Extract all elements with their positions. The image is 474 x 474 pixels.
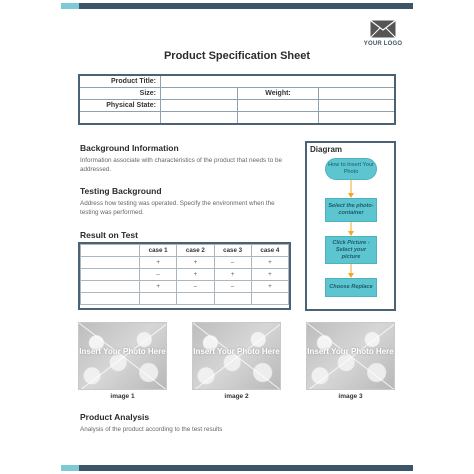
spec-row	[79, 88, 395, 100]
bottom-footer-bar	[79, 465, 413, 471]
logo-text: YOUR LOGO	[363, 41, 403, 47]
spec-row	[79, 112, 395, 125]
spec-cell[interactable]	[319, 112, 396, 125]
results-cell[interactable]	[81, 293, 140, 305]
results-cell[interactable]: –	[214, 257, 251, 269]
photo-caption-2: image 2	[224, 393, 249, 400]
product-title-label: Product Title:	[79, 75, 161, 88]
spec-cell[interactable]	[319, 100, 396, 112]
size-label: Size:	[79, 88, 161, 100]
photo-placeholder-text: Insert Your Photo Here	[193, 347, 280, 356]
testing-heading: Testing Background	[80, 186, 162, 196]
spec-table	[78, 74, 396, 125]
results-cell[interactable]: –	[214, 281, 251, 293]
analysis-heading: Product Analysis	[80, 412, 150, 422]
results-cell[interactable]: +	[140, 257, 177, 269]
results-table	[78, 242, 291, 310]
results-cell[interactable]	[81, 281, 140, 293]
testing-text: Address how testing was operated. Specify the environment when the testing was performed.	[80, 200, 275, 216]
flow-step-2: Select the photo-container	[325, 198, 377, 222]
results-cell[interactable]	[214, 293, 251, 305]
results-row	[81, 257, 289, 269]
results-cell[interactable]: –	[177, 281, 214, 293]
flow-step-1: How to Insert Your Photo	[325, 158, 377, 180]
top-header-bar	[79, 3, 413, 9]
weight-label: Weight:	[238, 88, 319, 100]
diagram-heading: Diagram	[310, 145, 343, 154]
results-col-header: case 3	[214, 245, 251, 257]
bottom-accent-bar	[61, 465, 79, 471]
photo-caption-3: image 3	[338, 393, 363, 400]
results-col-header	[81, 245, 140, 257]
results-col-header: case 1	[140, 245, 177, 257]
page-title: Product Specification Sheet	[163, 50, 311, 62]
top-accent-bar	[61, 3, 79, 9]
results-header-row	[81, 245, 289, 257]
spec-cell[interactable]	[161, 112, 238, 125]
photo-placeholder-2[interactable]	[192, 322, 281, 390]
spec-cell[interactable]	[238, 100, 319, 112]
results-cell[interactable]: +	[140, 281, 177, 293]
results-cell[interactable]: –	[140, 269, 177, 281]
results-cell[interactable]: +	[251, 257, 288, 269]
results-col-header: case 4	[251, 245, 288, 257]
company-logo	[360, 20, 406, 47]
background-heading: Background Information	[80, 143, 179, 153]
results-col-header: case 2	[177, 245, 214, 257]
results-row	[81, 293, 289, 305]
spec-row	[79, 100, 395, 112]
envelope-icon	[370, 20, 396, 38]
results-cell[interactable]	[81, 257, 140, 269]
flow-step-3: Click Picture - Select your picture	[325, 236, 377, 264]
results-cell[interactable]	[140, 293, 177, 305]
results-heading: Result on Test	[80, 230, 138, 240]
diagram-panel	[305, 141, 396, 311]
results-cell[interactable]: +	[251, 269, 288, 281]
photo-placeholder-text: Insert Your Photo Here	[79, 347, 166, 356]
results-cell[interactable]: +	[214, 269, 251, 281]
weight-field[interactable]	[319, 88, 396, 100]
results-cell[interactable]: +	[251, 281, 288, 293]
results-cell[interactable]: +	[177, 269, 214, 281]
background-text: Information associate with characteristics of the product that needs to be addressed.	[80, 157, 282, 173]
results-cell[interactable]	[81, 269, 140, 281]
photo-placeholder-text: Insert Your Photo Here	[307, 347, 394, 356]
flow-step-4: Choose Replace	[325, 278, 377, 297]
results-cell[interactable]	[177, 293, 214, 305]
size-field[interactable]	[161, 88, 238, 100]
photo-placeholder-1[interactable]	[78, 322, 167, 390]
spec-cell	[79, 112, 161, 125]
product-title-field[interactable]	[161, 75, 396, 88]
results-row	[81, 269, 289, 281]
results-row	[81, 281, 289, 293]
analysis-text: Analysis of the product according to the test results	[80, 426, 223, 433]
photo-caption-1: image 1	[110, 393, 135, 400]
results-cell[interactable]	[251, 293, 288, 305]
physical-state-field[interactable]	[161, 100, 238, 112]
results-cell[interactable]: +	[177, 257, 214, 269]
spec-cell[interactable]	[238, 112, 319, 125]
physical-state-label: Physical State:	[79, 100, 161, 112]
photo-placeholder-3[interactable]	[306, 322, 395, 390]
spec-row	[79, 75, 395, 88]
